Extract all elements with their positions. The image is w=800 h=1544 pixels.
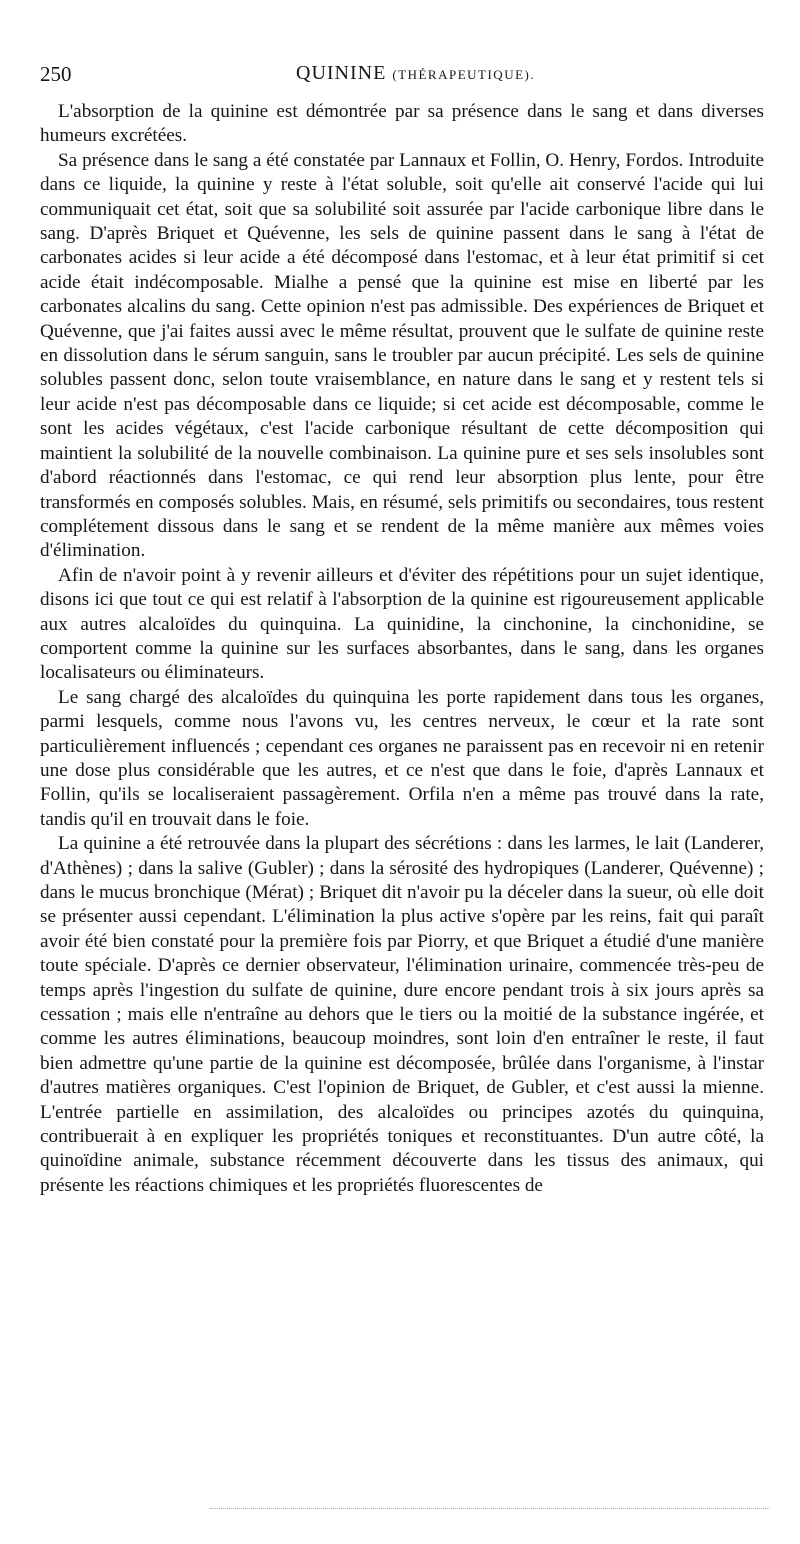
body-text <box>40 100 764 1198</box>
running-title-sub: (THÉRAPEUTIQUE). <box>392 67 536 82</box>
footer-rule <box>210 1508 770 1509</box>
paragraph-other-alkaloids: Afin de n'avoir point à y revenir ailleurs et d'éviter des répétitions pour un sujet identique, disons ici que tout ce qui est relatif à l'absorption de la quinine est rigoureusement applicable aux autres alcaloïdes du quinquina. La quinidine, la cinchonine, la cinchonidine, se comportent comme la quinine sur les surfaces absorbantes, dans le sang, dans les organes localisateurs ou éliminateurs. <box>40 564 764 684</box>
paragraph-secretions: La quinine a été retrouvée dans la plupart des sécrétions : dans les larmes, le lait (Landerer, d'Athènes) ; dans la salive (Gubler) ; dans la sérosité des hydropiques (Landerer, Quévenne) ; dans le mucus bronchique (Mérat) ; Briquet dit n'avoir pu la déceler dans la sueur, où elle doit se présenter aussi cependant. L'élimination la plus active s'opère par les reins, fait qui paraît avoir été bien constaté pour la première fois par Piorry, et que Briquet a étudié d'une manière toute spéciale. D'après ce dernier observateur, l'élimination urinaire, commencée très-peu de temps après l'ingestion du sulfate de quinine, dure encore pendant trois à six jours après sa cessation ; mais elle n'entraîne au dehors que le tiers ou la moitié de la substance ingérée, et comme les autres éliminations, beaucoup moindres, sont loin d'en entraîner le reste, il faut bien admettre qu'une partie de la quinine est décomposée, brûlée dans l'organisme, à l'instar d'autres matières organiques. C'est l'opinion de Briquet, de Gubler, et c'est aussi la mienne. L'entrée partielle en assimilation, des alcaloïdes ou principes azotés du quinquina, contribuerait à en expliquer les propriétés toniques et reconstituantes. D'un autre côté, la quinoïdine animale, substance récemment découverte dans les tissus des animaux, qui présente les réactions chimiques et les propriétés fluorescentes de <box>40 833 764 1196</box>
running-title-main: QUININE <box>296 62 387 84</box>
running-title <box>296 62 535 85</box>
paragraph-blood-presence: Sa présence dans le sang a été constatée par Lannaux et Follin, O. Henry, Fordos. Introduite dans ce liquide, la quinine y reste à l'état soluble, soit qu'elle ait conservé l'acide qui lui communiquait cet état, soit que sa solubilité soit assurée par l'acide carbonique libre dans le sang. D'après Briquet et Quévenne, les sels de quinine passent dans le sang à l'état de carbonates acides si leur acide a été décomposé dans l'estomac, et à leur état primitif si cet acide était indécomposable. Mialhe a pensé que la quinine est mise en liberté par les carbonates alcalins du sang. Cette opinion n'est pas admissible. Des expériences de Briquet et Quévenne, que j'ai faites aussi avec le même résultat, prouvent que le sulfate de quinine reste en dissolution dans le sérum sanguin, sans le troubler par aucun précipité. Les sels de quinine solubles passent donc, selon toute vraisemblance, en nature dans le sang et y restent tels si leur acide n'est pas décomposable dans ce liquide; si cet acide est décomposable, comme le sont les acides végétaux, c'est l'acide carbonique résultant de cette décomposition qui maintient la solubilité de la nouvelle combinaison. La quinine pure et ses sels insolubles sont d'abord réactionnés dans l'estomac, ce qui rend leur absorption plus lente, pour être transformés en composés solubles. Mais, en résumé, sels primitifs ou secondaires, tous restent complétement dissous dans le sang et se rendent de la même manière aux mêmes voies d'élimination. <box>40 149 764 562</box>
paragraph-organs: Le sang chargé des alcaloïdes du quinquina les porte rapidement dans tous les organes, parmi lesquels, comme nous l'avons vu, les centres nerveux, le cœur et la rate sont particulièrement influencés ; cependant ces organes ne paraissent pas en recevoir ni en retenir une dose plus considérable que les autres, et ce n'est que dans le foie, d'après Lannaux et Follin, qu'ils se localiseraient passagèrement. Orfila n'en a même pas trouvé dans la rate, tandis qu'il en trouvait dans le foie. <box>40 686 764 830</box>
running-header <box>40 62 764 96</box>
page-number: 250 <box>40 62 72 86</box>
paragraph-absorption: L'absorption de la quinine est démontrée par sa présence dans le sang et dans diverses humeurs excrétées. <box>40 101 764 147</box>
